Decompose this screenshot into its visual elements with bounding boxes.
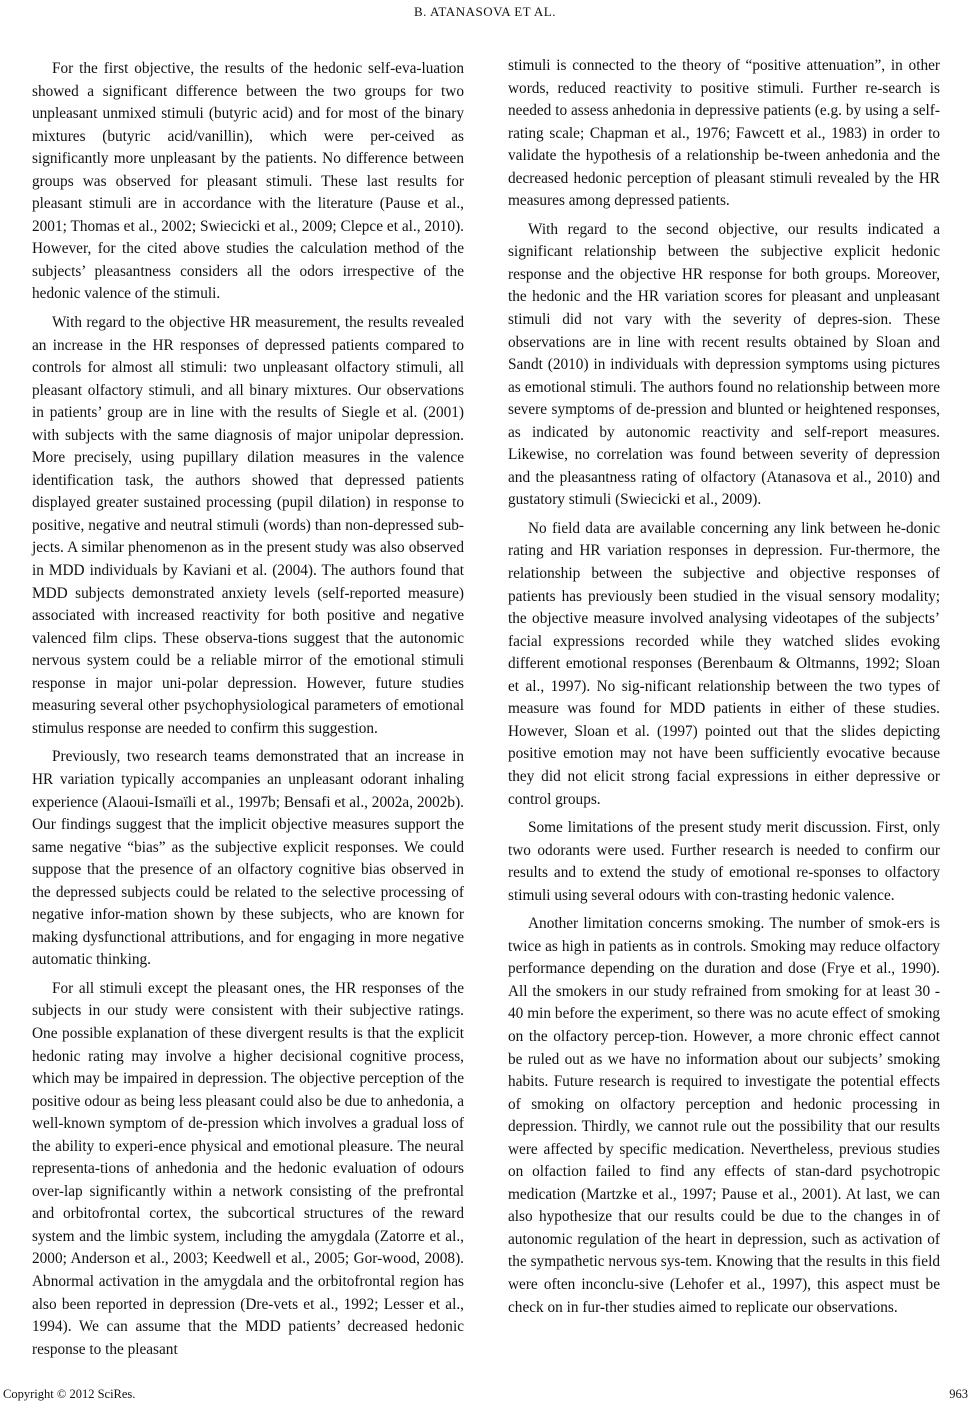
paragraph: With regard to the second objective, our results indicated a significant relationship between the subjective explicit hedonic response and the objective HR response for both groups. Moreover, the hedonic and the HR variation scores for pleasant and unpleasant stimuli did not vary with the severity of depres-sion. These observations are in line with recent results obtained by Sloan and Sandt (2010) in individuals with depression symptoms using pictures as emotional stimuli. The authors found no relationship between more severe symptoms of de-pression and blunted or heightened responses, as indicated by autonomic reactivity and self-report measures. Likewise, no correlation was found between severity of depression and the pleasantness rating of olfactory (Atanasova et al., 2010) and gustatory stimuli (Swiecicki et al., 2009). bbox=[508, 220, 940, 509]
paragraph: No field data are available concerning any link between he-donic rating and HR variation responses in depression. Fur-thermore, the relationship between the subjective and objective responses of patients has previously been studied in the visual sensory modality; the objective measure involved analysing videotapes of the subjects’ facial expressions recorded while they watched slides evoking different emotional responses (Berenbaum & Oltmanns, 1992; Sloan et al., 1997). No sig-nificant relationship between the two types of measure was found for MDD patients in either of these studies. However, Sloan et al. (1997) pointed out that the slides depicting positive emotion may not have been sufficiently evocative because they did not elicit strong facial expressions in either depressive or control groups. bbox=[508, 519, 940, 808]
paragraph: Some limitations of the present study merit discussion. First, only two odorants were used. Further research is needed to confirm our results and to extend the study of emotional re-sponses to olfactory stimuli using several odours with con-trasting hedonic valence. bbox=[508, 819, 940, 904]
left-column bbox=[32, 58, 464, 1367]
right-column bbox=[508, 55, 940, 1325]
paragraph: With regard to the objective HR measurement, the results revealed an increase in the HR responses of depressed patients compared to controls for almost all stimuli: two unpleasant olfactory stimuli, all pleasant olfactory stimuli, and all binary mixtures. Our observations in patients’ group are in line with the results of Siegle et al. (2001) with subjects with the same diagnosis of major unipolar depression. More precisely, using pupillary dilation measures in the valence identification task, the authors showed that depressed patients displayed greater sustained processing (pupil dilation) in response to positive, negative and neutral stimuli (words) than non-depressed sub-jects. A similar phenomenon as in the present study was also observed in MDD individuals by Kaviani et al. (2004). The authors found that MDD subjects demonstrated anxiety levels (self-reported measure) associated with increased reactivity for both positive and negative valenced film clips. These observa-tions suggest that the autonomic nervous system could be a reliable mirror of the emotional stimuli response in major uni-polar depression. However, future studies measuring several other psychophysiological parameters of emotional stimulus response are needed to confirm this suggestion. bbox=[32, 314, 464, 737]
paragraph: Previously, two research teams demonstrated that an increase in HR variation typically accompanies an unpleasant odorant inhaling experience (Alaoui-Ismaïli et al., 1997b; Bensafi et al., 2002a, 2002b). Our findings suggest that the implicit objective measures support the same negative “bias” as the subjective explicit responses. We could suppose that the presence of an olfactory cognitive bias observed in the depressed subjects could be related to the selective processing of negative infor-mation shown by these subjects, who are known for making dysfunctional attributions, and for engaging in more negative automatic thinking. bbox=[32, 748, 465, 969]
paragraph-continuation: stimuli is connected to the theory of “positive attenuation”, in other words, reduced reactivity to positive stimuli. Further re-search is needed to assess anhedonia in depressive patients (e.g. by using a self-rating scale; Chapman et al., 1976; Fawcett et al., 1983) in order to validate the hypothesis of a relationship be-tween anhedonia and the decreased hedonic perception of pleasant stimuli revealed by the HR measures among depressed patients. bbox=[508, 57, 940, 210]
paragraph: Another limitation concerns smoking. The number of smok-ers is twice as high in patients as in controls. Smoking may reduce olfactory performance depending on the duration and dose (Frye et al., 1990). All the smokers in our study refrained from smoking for at least 30 - 40 min before the experiment, so there was no acute effect of smoking on the olfactory percep-tion. However, a more chronic effect cannot be ruled out as we have no information about our subjects’ smoking habits. Future research is required to investigate the potential effects of smoking on olfactory perception and hedonic processing in depression. Thirdly, we cannot rule out the possibility that our results were affected by specific medication. Nevertheless, previous studies on olfaction failed to find any effects of stan-dard psychotropic medication (Martzke et al., 1997; Pause et al., 2001). At last, we can also hypothesize that our results could be due to the changes in of autonomic regulation of the heart in depression, such as activation of the sympathetic nervous sys-tem. Knowing that the results in this field were often inconclu-sive (Lehofer et al., 1997), this aspect must be check on in fur-ther studies aimed to replicate our observations. bbox=[508, 915, 940, 1316]
page-number: 963 bbox=[949, 1387, 968, 1401]
paragraph: For the first objective, the results of the hedonic self-eva-luation showed a significant difference between the two groups for two unpleasant unmixed stimuli (butyric acid) and for most of the binary mixtures (butyric acid/vanillin), which were per-ceived as significantly more unpleasant by the patients. No difference between groups was observed for pleasant stimuli. These last results for pleasant stimuli are in accordance with the literature (Pause et al., 2001; Thomas et al., 2002; Swiecicki et al., 2009; Clepce et al., 2010). However, for the cited above studies the calculation method of the subjects’ pleasantness considers all the odors irrespective of the hedonic valence of the stimuli. bbox=[32, 60, 464, 303]
paragraph: For all stimuli except the pleasant ones, the HR responses of the subjects in our study were consistent with their subjective ratings. One possible explanation of these divergent results is that the explicit hedonic rating may involve a higher decisional cognitive process, which may be impaired in depression. The objective perception of the positive odour as being less pleasant could also be due to anhedonia, a well-known symptom of de-pression which involves a gradual loss of the ability to experi-ence physical and emotional pleasure. The neural representa-tions of anhedonia and the hedonic evaluation of odours over-lap significantly within a network consisting of the prefrontal and orbitofrontal cortex, the subcortical structures of the reward system and the limbic system, including the amygdala (Zatorre et al., 2000; Anderson et al., 2003; Keedwell et al., 2005; Gor-wood, 2008). Abnormal activation in the amygdala and the orbitofrontal region has also been reported in depression (Dre-vets et al., 1992; Lesser et al., 1994). We can assume that the MDD patients’ decreased hedonic response to the pleasant bbox=[32, 979, 464, 1358]
running-head: B. ATANASOVA ET AL. bbox=[414, 4, 556, 19]
copyright-notice: Copyright © 2012 SciRes. bbox=[3, 1387, 136, 1401]
